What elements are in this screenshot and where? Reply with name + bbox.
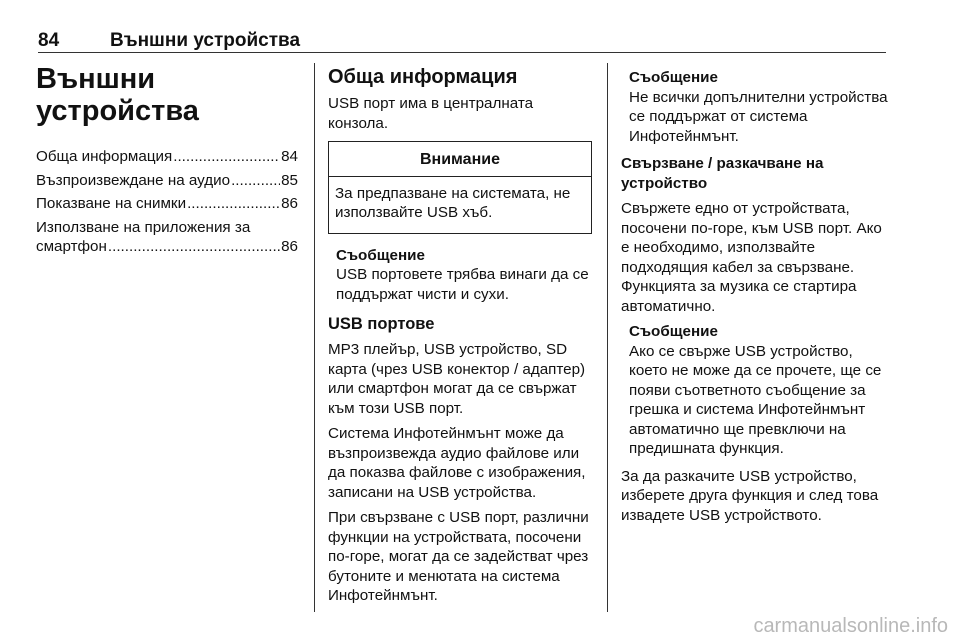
warning-text: За предпазване на системата, не използвайте USB хъб. [335, 184, 571, 221]
toc-page: 84 [281, 148, 298, 165]
note-box [336, 246, 592, 305]
toc-entry[interactable] [36, 147, 298, 167]
toc-page: 86 [281, 195, 298, 212]
note-text: USB портовете трябва винаги да се поддържат чисти и сухи. [336, 266, 589, 303]
warning-title: Внимание [329, 142, 591, 177]
note-title: Съобщение [629, 69, 718, 86]
toc-entry[interactable] [36, 171, 298, 191]
column-divider-2 [607, 63, 608, 612]
toc-page: 86 [281, 238, 298, 255]
note-box [629, 68, 891, 146]
toc-entry[interactable] [36, 218, 298, 257]
header-divider [38, 52, 886, 53]
running-title: Външни устройства [110, 30, 301, 51]
toc-page: 85 [281, 171, 298, 189]
note-title: Съобщение [629, 323, 718, 340]
warning-box [328, 141, 592, 234]
section-heading: Обща информация [328, 66, 518, 88]
toc-leader [187, 194, 280, 214]
paragraph: MP3 плейър, USB устройство, SD карта (чрез USB конектор / адаптер) или смартфон могат да се свържат към този USB порт. [328, 341, 586, 417]
column-divider-1 [314, 63, 315, 612]
chapter-title: Външни устройства [36, 63, 199, 127]
column-general-info [328, 60, 592, 612]
subsection-heading: USB портове [328, 315, 435, 333]
toc-leader [173, 147, 280, 167]
paragraph: Свържете едно от устройствата, посочени по-горе, към USB порт. Ако е необходимо, използвайте подходящия кабел за свързване. Функцията за музика се стартира автоматично. [621, 200, 882, 315]
intro-text: USB порт има в централната конзола. [328, 95, 534, 132]
toc-label-cont: смартфон [36, 238, 107, 255]
toc-label: Използване на приложения за [36, 218, 251, 236]
toc-label: Възпроизвеждане на аудио [36, 171, 231, 189]
note-text: Ако се свърже USB устройство, което не може да се прочете, ще се появи съответното съобщение за грешка и система Инфотейнмънт автоматично ще превключи на предишната функция. [629, 342, 882, 457]
toc-leader [231, 171, 280, 191]
watermark: carmanualsonline.info [753, 615, 948, 637]
toc-entry[interactable] [36, 194, 298, 214]
note-title: Съобщение [336, 246, 425, 264]
paragraph: При свързване с USB порт, различни функции на устройствата, посочени по-горе, могат да се задействат чрез бутоните и менютата на система Инфотейнмънт. [328, 509, 589, 604]
note-text: Не всички допълнителни устройства се поддържат от система Инфотейнмънт. [629, 88, 888, 145]
page-header [38, 30, 886, 52]
page-number: 84 [38, 30, 60, 51]
subsection-heading: Свързване / разкачване на устройство [621, 155, 824, 192]
paragraph: За да разкачите USB устройство, изберете друга функция и след това извадете USB устройството. [621, 467, 879, 524]
toc-leader [108, 237, 280, 257]
toc-label: Показване на снимки [36, 195, 187, 212]
paragraph: Система Инфотейнмънт може да възпроизвежда аудио файлове или да показва файлове с изображения, записани на USB устройства. [328, 425, 586, 501]
column-connection [621, 60, 891, 531]
column-toc [36, 60, 298, 261]
note-box [629, 322, 891, 459]
toc-label: Обща информация [36, 148, 173, 165]
